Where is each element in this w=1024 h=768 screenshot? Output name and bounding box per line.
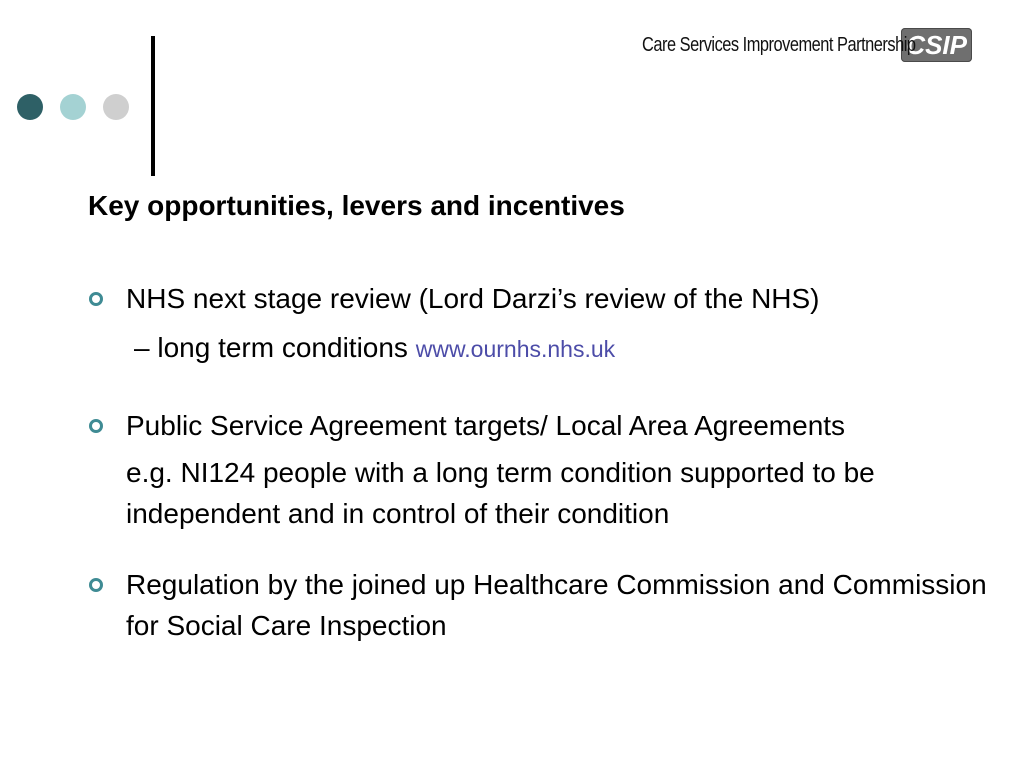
bullet-ring-icon — [89, 578, 103, 592]
bullet-item — [86, 564, 1006, 646]
slide-title: Key opportunities, levers and incentives — [88, 190, 625, 221]
bullet-text: NHS next stage review (Lord Darzi’s review of the NHS) — [126, 283, 820, 314]
bullet-subtext-label: – long term conditions — [134, 332, 408, 363]
decorative-dot-dark — [17, 94, 43, 120]
bullet-list — [86, 278, 1006, 646]
bullet-item — [86, 278, 1006, 370]
bullet-subtext — [126, 327, 1006, 370]
bullet-example: e.g. NI124 people with a long term condition supported to be independent and in control of their condition — [126, 457, 875, 529]
org-name: Care Services Improvement Partnership — [641, 33, 916, 56]
bullet-text: Regulation by the joined up Healthcare Commission and Commission for Social Care Inspection — [126, 569, 987, 641]
bullet-ring-icon — [89, 419, 103, 433]
decorative-dot-grey — [103, 94, 129, 120]
ournhs-link[interactable]: www.ournhs.nhs.uk — [415, 336, 616, 362]
bullet-item — [86, 405, 1006, 534]
csip-badge: CSIP — [901, 28, 972, 62]
bullet-ring-icon — [89, 292, 103, 306]
decorative-vertical-line — [151, 36, 155, 176]
csip-logo — [582, 28, 972, 62]
bullet-text: Public Service Agreement targets/ Local Area Agreements — [126, 410, 846, 441]
decorative-dot-light — [60, 94, 86, 120]
